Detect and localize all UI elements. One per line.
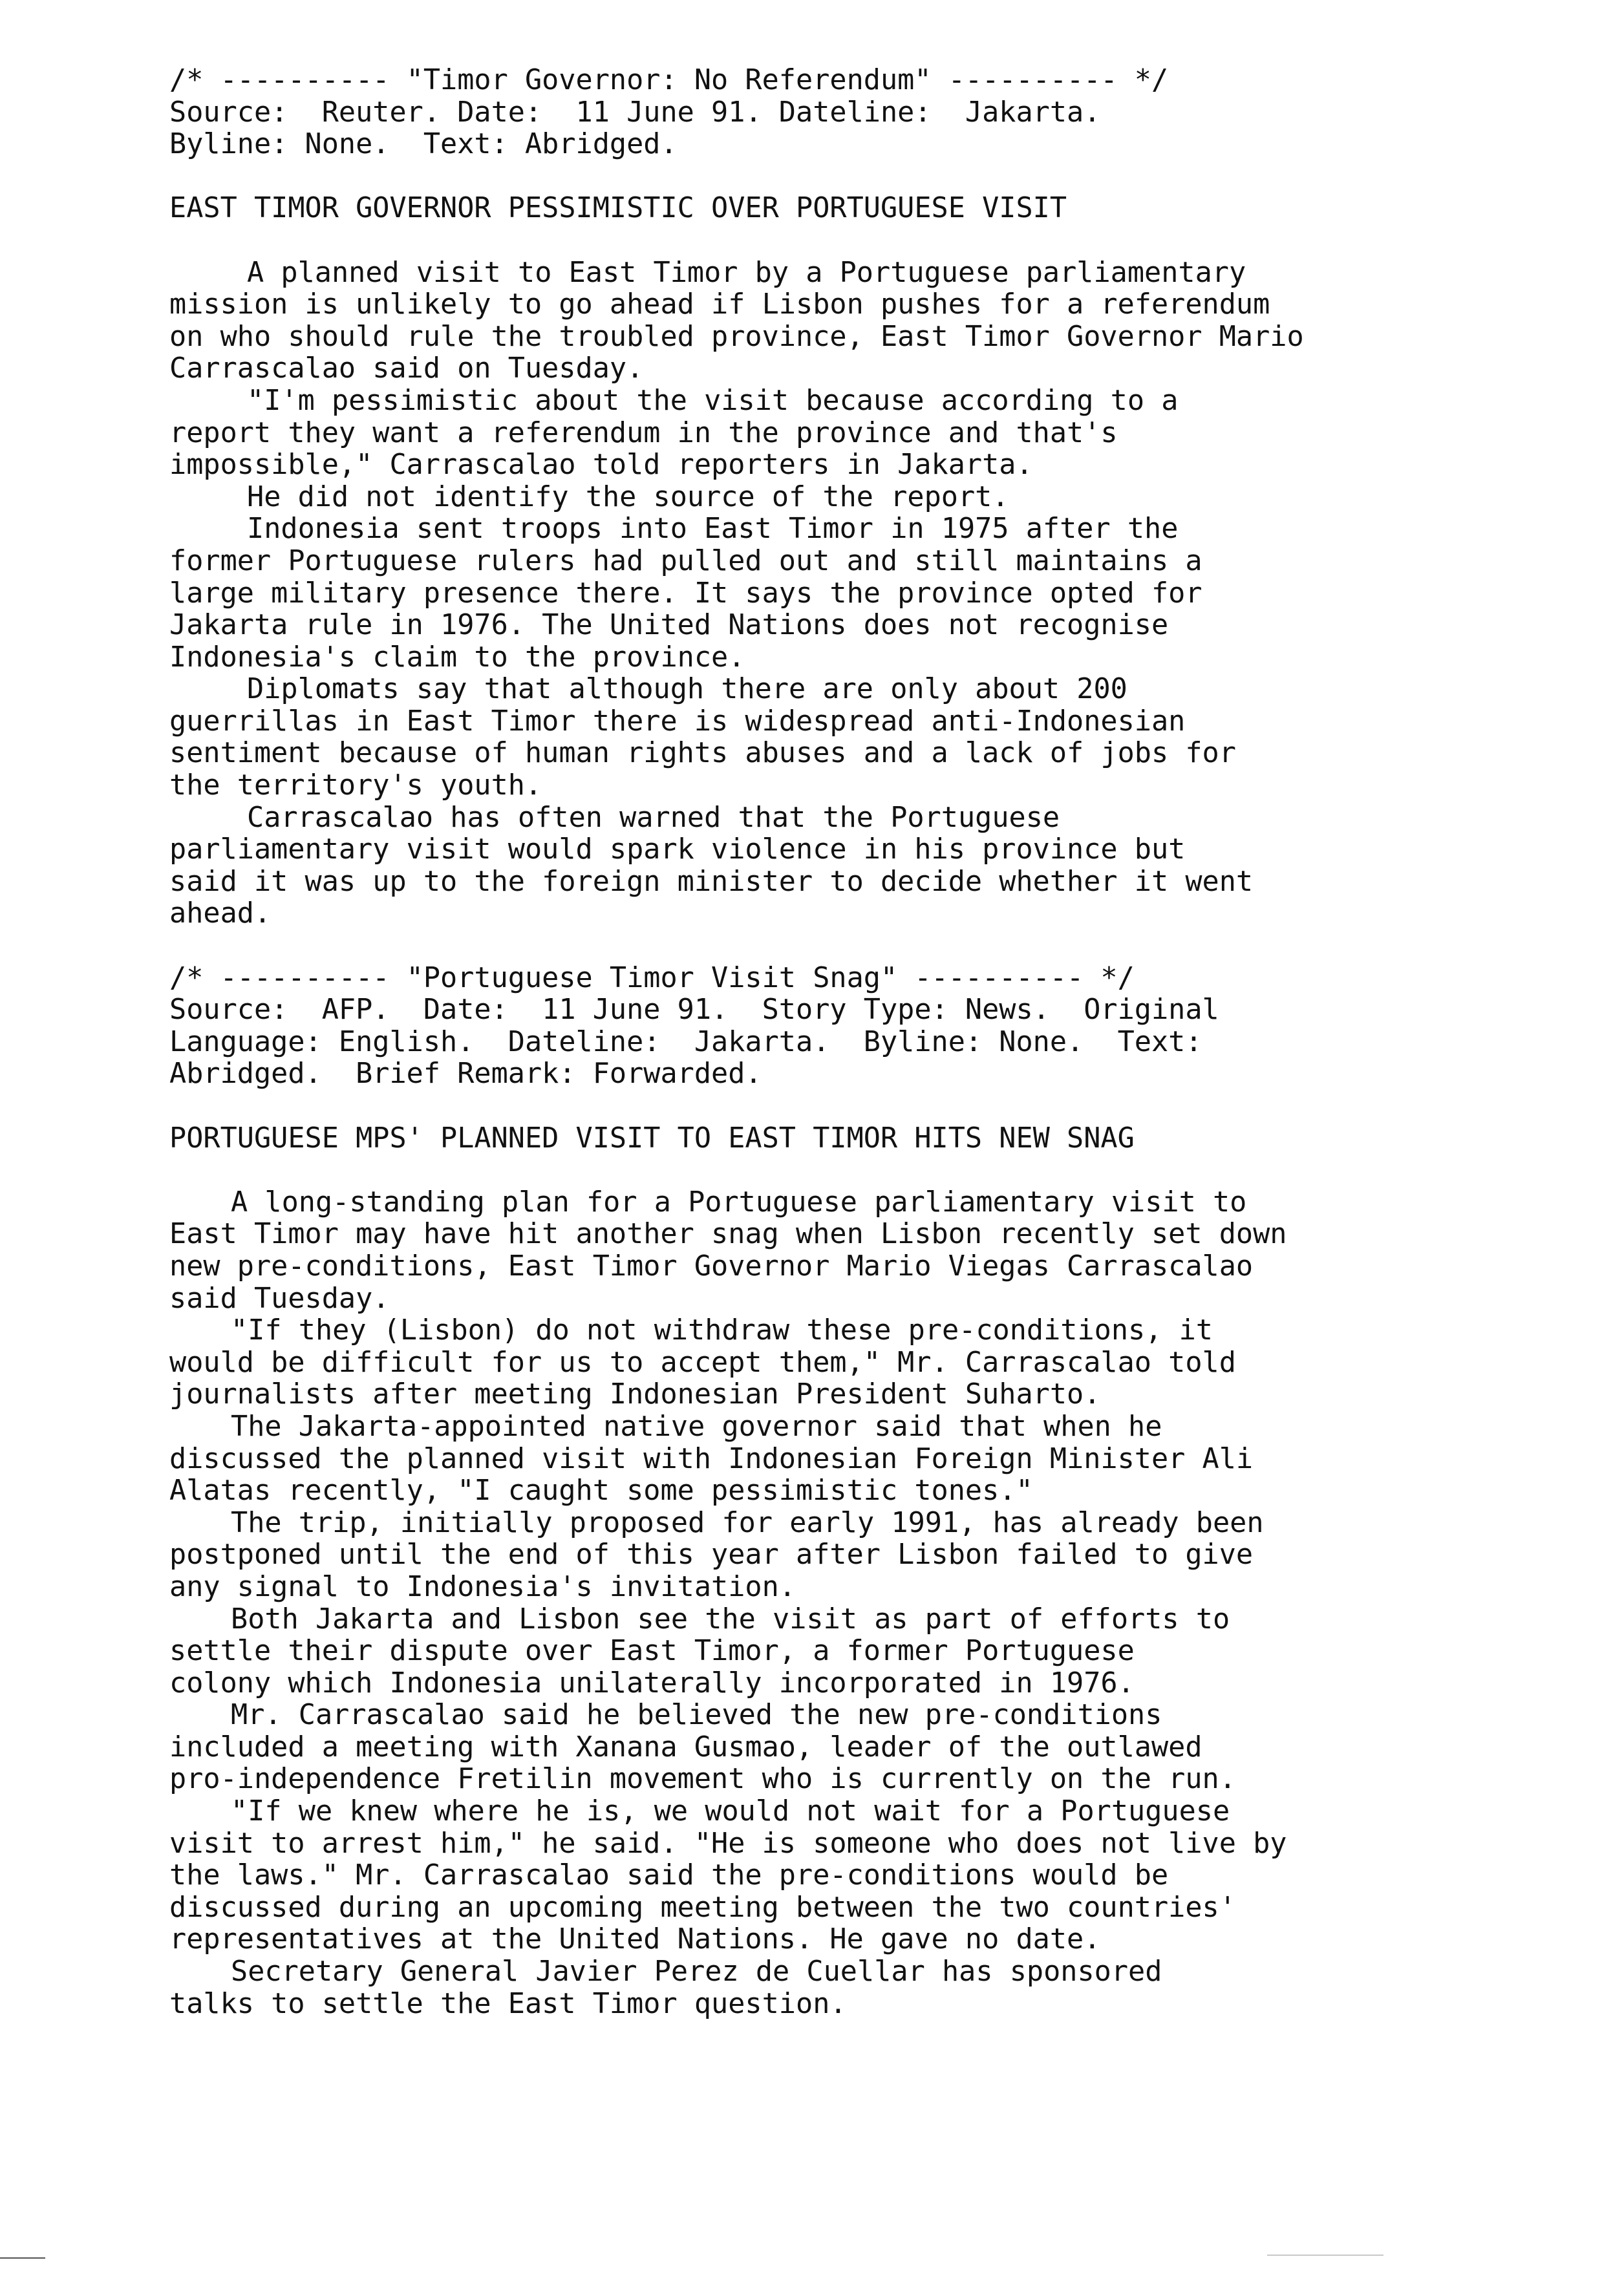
body-line: sentiment because of human rights abuses and a lack of jobs for — [169, 737, 1236, 770]
article2-meta-line-1: Source: AFP. Date: 11 June 91. Story Type: News. Original — [169, 994, 1219, 1027]
body-line: discussed the planned visit with Indonesian Foreign Minister Ali — [169, 1442, 1254, 1475]
article2-meta-line-2: Language: English. Dateline: Jakarta. Byline: None. Text: — [169, 1025, 1202, 1058]
body-line: "If we knew where he is, we would not wait for a Portuguese — [231, 1795, 1230, 1828]
article1-headline: EAST TIMOR GOVERNOR PESSIMISTIC OVER PORTUGUESE VISIT — [169, 192, 1067, 225]
body-line: the territory's youth. — [169, 769, 542, 802]
body-line: pro-independence Fretilin movement who is currently on the run. — [169, 1763, 1236, 1796]
body-line: former Portuguese rulers had pulled out and still maintains a — [169, 544, 1202, 577]
body-line: ahead. — [169, 897, 272, 930]
body-line: Indonesia's claim to the province. — [169, 641, 745, 674]
body-line: settle their dispute over East Timor, a former Portuguese — [169, 1635, 1135, 1668]
body-line: large military presence there. It says the province opted for — [169, 577, 1202, 610]
body-line: A long-standing plan for a Portuguese parliamentary visit to — [231, 1186, 1247, 1219]
body-line: "I'm pessimistic about the visit because according to a — [247, 384, 1179, 417]
body-line: Alatas recently, "I caught some pessimistic tones." — [169, 1475, 1033, 1507]
article1-header: /* ---------- "Timor Governor: No Referendum" ---------- */ — [169, 64, 1169, 96]
body-line: included a meeting with Xanana Gusmao, leader of the outlawed — [169, 1731, 1202, 1763]
body-line: report they want a referendum in the province and that's — [169, 416, 1118, 449]
body-line: East Timor may have hit another snag when Lisbon recently set down — [169, 1218, 1287, 1251]
article2-header: /* ---------- "Portuguese Timor Visit Snag" ---------- */ — [169, 961, 1135, 994]
body-line: Both Jakarta and Lisbon see the visit as part of efforts to — [231, 1603, 1230, 1635]
body-line: impossible," Carrascalao told reporters in Jakarta. — [169, 449, 1033, 482]
document-page — [169, 65, 1462, 2020]
body-line: postponed until the end of this year after Lisbon failed to give — [169, 1539, 1254, 1571]
body-line: new pre-conditions, East Timor Governor Mario Viegas Carrascalao — [169, 1250, 1254, 1283]
body-line: the laws." Mr. Carrascalao said the pre-conditions would be — [169, 1859, 1169, 1892]
body-line: Secretary General Javier Perez de Cuellar has sponsored — [231, 1955, 1162, 1988]
body-line: talks to settle the East Timor question. — [169, 1987, 847, 2020]
body-line: parliamentary visit would spark violence in his province but — [169, 833, 1186, 866]
article2-headline: PORTUGUESE MPS' PLANNED VISIT TO EAST TIMOR HITS NEW SNAG — [169, 1122, 1135, 1155]
body-line: He did not identify the source of the report. — [247, 480, 1009, 513]
article1-meta-line-2: Byline: None. Text: Abridged. — [169, 128, 678, 161]
body-line: Indonesia sent troops into East Timor in 1975 after the — [247, 513, 1179, 546]
body-line: would be difficult for us to accept them," Mr. Carrascalao told — [169, 1346, 1236, 1379]
article1-meta-line-1: Source: Reuter. Date: 11 June 91. Dateline: Jakarta. — [169, 96, 1101, 129]
body-line: on who should rule the troubled province, East Timor Governor Mario — [169, 320, 1304, 353]
body-line: A planned visit to East Timor by a Portuguese parliamentary — [247, 256, 1246, 289]
body-line: Mr. Carrascalao said he believed the new pre-conditions — [231, 1699, 1162, 1732]
body-line: "If they (Lisbon) do not withdraw these pre-conditions, it — [231, 1314, 1213, 1347]
body-line: any signal to Indonesia's invitation. — [169, 1570, 796, 1603]
body-line: The Jakarta-appointed native governor said that when he — [231, 1410, 1162, 1443]
body-line: discussed during an upcoming meeting between the two countries' — [169, 1891, 1236, 1924]
body-line: representatives at the United Nations. He gave no date. — [169, 1923, 1101, 1956]
body-line: colony which Indonesia unilaterally incorporated in 1976. — [169, 1667, 1135, 1699]
body-line: said Tuesday. — [169, 1282, 390, 1315]
body-line: Carrascalao has often warned that the Portuguese — [247, 801, 1060, 834]
body-line: Carrascalao said on Tuesday. — [169, 352, 644, 385]
body-line: visit to arrest him," he said. "He is someone who does not live by — [169, 1827, 1287, 1860]
body-line: Diplomats say that although there are only about 200 — [247, 673, 1127, 706]
scan-artifact — [0, 2257, 45, 2259]
body-line: said it was up to the foreign minister to decide whether it went — [169, 865, 1254, 898]
body-line: Jakarta rule in 1976. The United Nations does not recognise — [169, 609, 1169, 642]
body-line: guerrillas in East Timor there is widespread anti-Indonesian — [169, 705, 1186, 738]
article2-meta-line-3: Abridged. Brief Remark: Forwarded. — [169, 1058, 762, 1091]
body-line: journalists after meeting Indonesian President Suharto. — [169, 1378, 1101, 1411]
body-line: mission is unlikely to go ahead if Lisbon pushes for a referendum — [169, 288, 1270, 321]
body-line: The trip, initially proposed for early 1991, has already been — [231, 1506, 1264, 1539]
